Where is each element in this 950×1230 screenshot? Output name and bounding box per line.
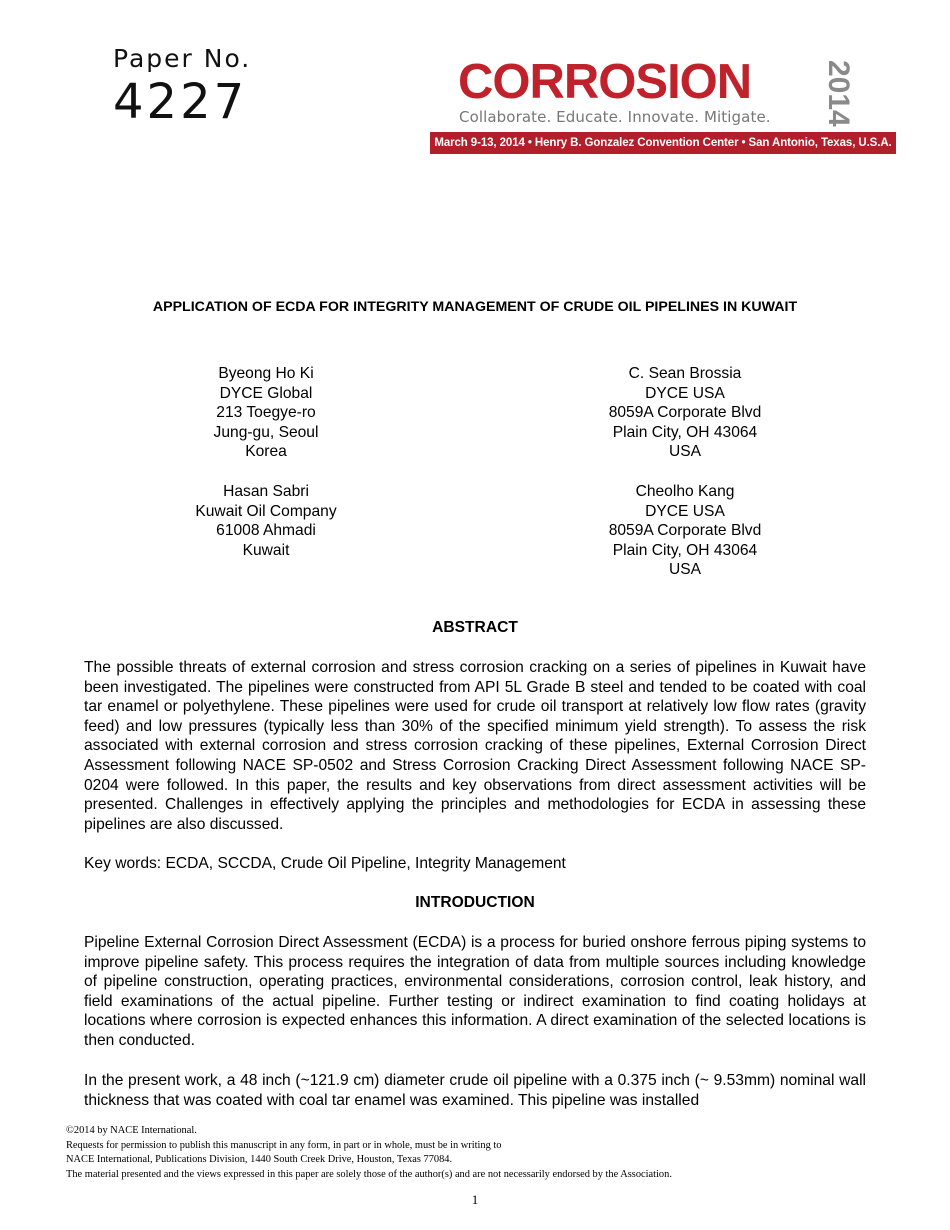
- introduction-paragraph: Pipeline External Corrosion Direct Assessment (ECDA) is a process for buried onshore ferrous piping systems to improve pipeline safety. This process requires the integration of data from multiple sources including knowledge of pipeline construction, operating practices, environmental considerations, corrosion control, leak history, and field examinations of the actual pipeline. Further testing or indirect examination to find coating holidays at locations where corrosion is expected enhances this information. A direct examination of the selected locations is then conducted.: [84, 934, 866, 1049]
- author-affiliation-line: 8059A Corporate Blvd: [608, 522, 762, 540]
- author-affiliation-line: Kuwait Oil Company: [195, 502, 337, 520]
- author-affiliation-line: Korea: [245, 443, 287, 461]
- author-affiliation-line: 213 Toegye-ro: [216, 404, 316, 422]
- paper-number-label: Paper No.: [113, 44, 252, 73]
- logo-tagline: Collaborate. Educate. Innovate. Mitigate.: [459, 108, 771, 126]
- paper-title: APPLICATION OF ECDA FOR INTEGRITY MANAGEMENT OF CRUDE OIL PIPELINES IN KUWAIT: [152, 299, 798, 315]
- author-block: [146, 482, 386, 560]
- footer-line: NACE International, Publications Division, 1440 South Creek Drive, Houston, Texas 77084.: [66, 1154, 453, 1165]
- paper-number-block: [113, 44, 251, 128]
- author-affiliation-line: Plain City, OH 43064: [612, 423, 758, 441]
- footer-line: Requests for permission to publish this manuscript in any form, in part or in whole, must be in writing to: [66, 1139, 502, 1151]
- author-affiliation-line: DYCE USA: [645, 502, 725, 520]
- author-affiliation-line: USA: [668, 561, 702, 579]
- author-affiliation-line: DYCE USA: [645, 384, 725, 402]
- introduction-heading: INTRODUCTION: [415, 894, 535, 911]
- author-name: Cheolho Kang: [635, 483, 735, 500]
- corrosion-2014-logo: [430, 52, 896, 154]
- author-affiliation-line: Kuwait: [242, 541, 290, 559]
- page-number: 1: [471, 1192, 479, 1207]
- author-block: [146, 364, 386, 462]
- author-name: Byeong Ho Ki: [218, 365, 314, 382]
- author-block: [565, 482, 805, 580]
- author-block: [565, 364, 805, 462]
- keywords: Key words: ECDA, SCCDA, Crude Oil Pipeline, Integrity Management: [84, 855, 566, 872]
- abstract-text: The possible threats of external corrosion and stress corrosion cracking on a series of pipelines in Kuwait have been investigated. The pipelines were constructed from API 5L Grade B steel and tended to be coated with coal tar enamel or polyethylene. These pipelines were used for crude oil transport at relatively low flow rates (gravity feed) and low pressures (typically less than 30% of the specified minimum yield strength). To assess the risk associated with external corrosion and stress corrosion cracking of these pipelines, External Corrosion Direct Assessment following NACE SP-0502 and Stress Corrosion Cracking Direct Assessment following NACE SP-0204 were followed. In this paper, the results and key observations from direct assessment activities will be presented. Challenges in effectively applying the principles and methodologies for ECDA in assessing these pipelines are also discussed.: [84, 659, 866, 833]
- author-affiliation-line: Plain City, OH 43064: [612, 541, 758, 559]
- author-affiliation-line: 8059A Corporate Blvd: [608, 404, 762, 422]
- author-affiliation-line: USA: [668, 443, 702, 461]
- abstract-heading: ABSTRACT: [432, 619, 518, 636]
- copyright-footer: [66, 1124, 672, 1182]
- author-name: C. Sean Brossia: [628, 365, 742, 382]
- introduction-paragraph: In the present work, a 48 inch (~121.9 cm) diameter crude oil pipeline with a 0.375 inch (~ 9.53mm) nominal wall thickness that was coated with coal tar enamel was examined. This pipeline was installed: [84, 1072, 866, 1109]
- paper-number: 4227: [113, 74, 248, 130]
- author-name: Hasan Sabri: [223, 483, 309, 500]
- footer-line: ©2014 by NACE International.: [66, 1125, 197, 1136]
- author-affiliation-line: DYCE Global: [219, 384, 313, 402]
- conference-banner: March 9-13, 2014 • Henry B. Gonzalez Convention Center • San Antonio, Texas, U.S.A.: [430, 132, 896, 154]
- footer-line: The material presented and the views expressed in this paper are solely those of the author(s) and are not necessarily endorsed by the Association.: [66, 1168, 672, 1180]
- logo-wordmark: CORROSION: [458, 55, 752, 109]
- author-affiliation-line: 61008 Ahmadi: [216, 522, 316, 540]
- logo-year: 2014: [822, 60, 855, 127]
- author-affiliation-line: Jung-gu, Seoul: [213, 423, 319, 441]
